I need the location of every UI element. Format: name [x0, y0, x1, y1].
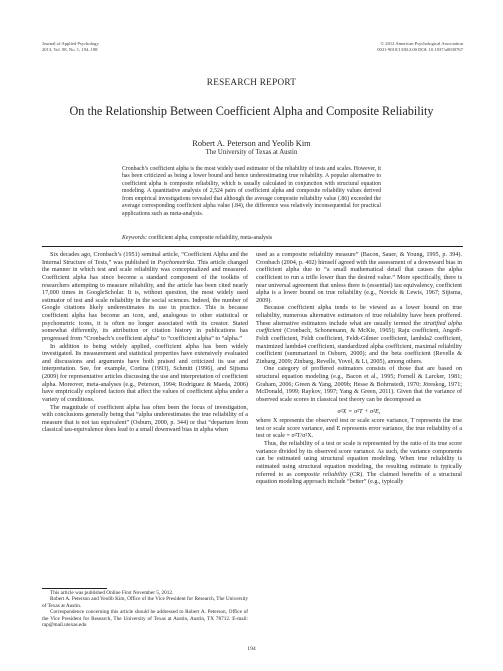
- keywords-text: coefficient alpha, composite reliability, meta-analysis: [148, 235, 273, 241]
- variance-equation: σ²X = σ²T + σ²E,: [337, 407, 381, 415]
- left-column: [42, 252, 248, 435]
- journal-header-left: [42, 41, 99, 52]
- authors: Robert A. Peterson and Yeolib Kim: [192, 139, 311, 148]
- journal-header-right: [377, 41, 463, 52]
- paragraph: [256, 441, 462, 487]
- section-label: RESEARCH REPORT: [206, 77, 297, 87]
- text-run: (Cronbach, Schonemann, & McKie, 1965); Raju coefficient, Angoff-Feldt coefficient, Feldt coefficient, Feldt-Gilmer coefficient, lambda2 coefficient, maximized lambda4 coefficient, standardized alpha coefficient, maximal reliability coefficient (summarized in Osburn, 2000); and the beta coefficient (Revelle & Zinbarg, 2009; Zinbarg, Revelle, Yovel, & Li, 2005), among others.: [256, 328, 462, 365]
- keywords: [122, 235, 381, 242]
- right-column: [256, 252, 462, 487]
- text-run: Thus, the reliability of a test or scale is represented by the ratio of its true score variance divided by its observed score variance. As such, the variance components can be estimated using structural equation modeling. When true reliability is estimated using structural equation modeling, the resulting estimate is typically referred to as: [256, 441, 462, 478]
- text-run: . This article changed the manner in which test and scale reliability was conceptualized and measured. Coefficient alpha has since become a standard component of the toolkits of researchers attempting to measure reliability, and the article has been cited nearly 17,000 times in GoogleScholar. It is, without question, the most widely used estimator of test and scale reliability in the social sciences. Indeed, the number of Google citations likely underestimates its use in practice. This is because coefficient alpha has become an icon, and, analogous to other statistical or psychometric icons, it is often no longer associated with its creator. Stated somewhat differently, its attribution or citation history in publications has progressed from “Cronbach’s coefficient alpha” to “coefficient alpha” to “alpha.”: [42, 259, 248, 342]
- footnotes: [42, 590, 248, 628]
- footnote: Robert A. Peterson and Yeolib Kim, Office of the Vice President for Research, The University of Texas at Austin.: [42, 596, 248, 609]
- keywords-label: Keywords:: [122, 235, 147, 241]
- footnote-rule: [42, 588, 107, 589]
- journal-volume: 2013, Vol. 98, No. 1, 194–198: [42, 46, 98, 52]
- journal-name: Journal of Applied Psychology: [42, 41, 99, 46]
- affiliation: The University of Texas at Austin: [205, 149, 298, 156]
- paragraph: The magnitude of coefficient alpha has often been the focus of investigation, with conclusions generally being that “alpha underestimates the true reliability of a measure that is not tau equivalent” (Osburn, 2000, p. 344) or that “departure from classical tau-equivalence does lead to a small downward bias in alpha when: [42, 404, 248, 434]
- text-run: Six decades ago, Cronbach’s (1951) seminal article, “Coefficient Alpha and the Internal Structure of Tests,” was published in: [42, 252, 248, 266]
- paragraph: [256, 305, 462, 366]
- page-number: 194: [247, 646, 256, 652]
- text-run: (CR). The claimed benefits of a structural equation modeling approach include “better” (e.g., typically: [256, 471, 463, 486]
- text-run: Because coefficient alpha tends to be viewed as a lower bound on true reliability, numerous alternative estimators of true reliability have been proffered. These alternative estimators include what are usually termed the: [256, 305, 462, 327]
- journal-title-italic: Psychometrika: [157, 259, 194, 266]
- term-italic: composite reliability: [294, 471, 347, 478]
- footnote: This article was published Online First November 5, 2012.: [50, 590, 174, 596]
- footnote: Correspondence concerning this article should be addressed to Robert A. Peterson, Office of the Vice President for Research, The University of Texas at Austin, Austin, TX 78712. E-mail: rap@mail.utexas.edu: [42, 609, 248, 629]
- paragraph: used as a composite reliability measure” (Bacon, Sauer, & Young, 1995, p. 394). Cronbach (2004, p. 402) himself agreed with the assessment of a downward bias in coefficient alpha due to “a small mathematical detail that causes the alpha coefficient to run a trifle lower than the desired value.” More specifically, there is near universal agreement that unless there is (essential) tau equivalency, coefficient alpha is a lower bound on true reliability (e.g., Novick & Lewis, 1967; Sijtsma, 2009).: [256, 252, 462, 304]
- copyright-line: © 2012 American Psychological Association: [380, 41, 463, 46]
- term-italic: stratified alpha coefficient: [256, 320, 462, 335]
- paragraph: where X represents the observed test or scale score variance, T represents the true test or scale score variance, and E represents error variance, the true reliability of a test or scale = σ²T/σ²X.: [256, 418, 462, 440]
- article-title: On the Relationship Between Coefficient Alpha and Composite Reliability: [69, 104, 434, 118]
- abstract: Cronbach’s coefficient alpha is the most widely used estimator of the reliability of tests and scales. However, it has been criticized as being a lower bound and hence underestimating true reliability. A popular alternative to coefficient alpha is composite reliability, which is usually calculated in conjunction with structural equation modeling. A quantitative analysis of 2,524 pairs of coefficient alpha and composite reliability values derived from empirical investigations revealed that although the average composite reliability value (.86) exceeded the average corresponding coefficient alpha value (.84), the difference was relatively inconsequential for practical applications such as meta-analysis.: [122, 166, 381, 217]
- separator-rule: [42, 246, 463, 247]
- paragraph: [42, 252, 248, 344]
- paragraph: In addition to being widely applied, coefficient alpha has been widely investigated. Its measurement and statistical properties have extensively evaluated and discussions and arguments have both praised and criticized its use and interpretation. See, for example, Cortina (1993), Schmitt (1996), and Sijtsma (2009) for representative articles discussing the use and interpretation of coefficient alpha. Moreover, meta-analyses (e.g., Peterson, 1994; Rodriguez & Maeda, 2006) have empirically explored factors that affect the values of coefficient alpha under a variety of conditions.: [42, 343, 248, 403]
- paragraph: One category of proffered estimators consists of those that are based on structural equation modeling (e.g., Bacon et al., 1995; Fornell & Larcker, 1981; Graham, 2006; Green & Yang, 2009b; Hesse & Bohrnstedt, 1970; Jöreskog, 1971; McDonald, 1999; Raykov, 1997; Yang & Green, 2011). Given that the variance of observed scale scores in classical test theory can be decomposed as: [256, 366, 462, 403]
- doi-line: 0021-9010/13/$12.00 DOI: 10.1037/a0030767: [377, 46, 463, 52]
